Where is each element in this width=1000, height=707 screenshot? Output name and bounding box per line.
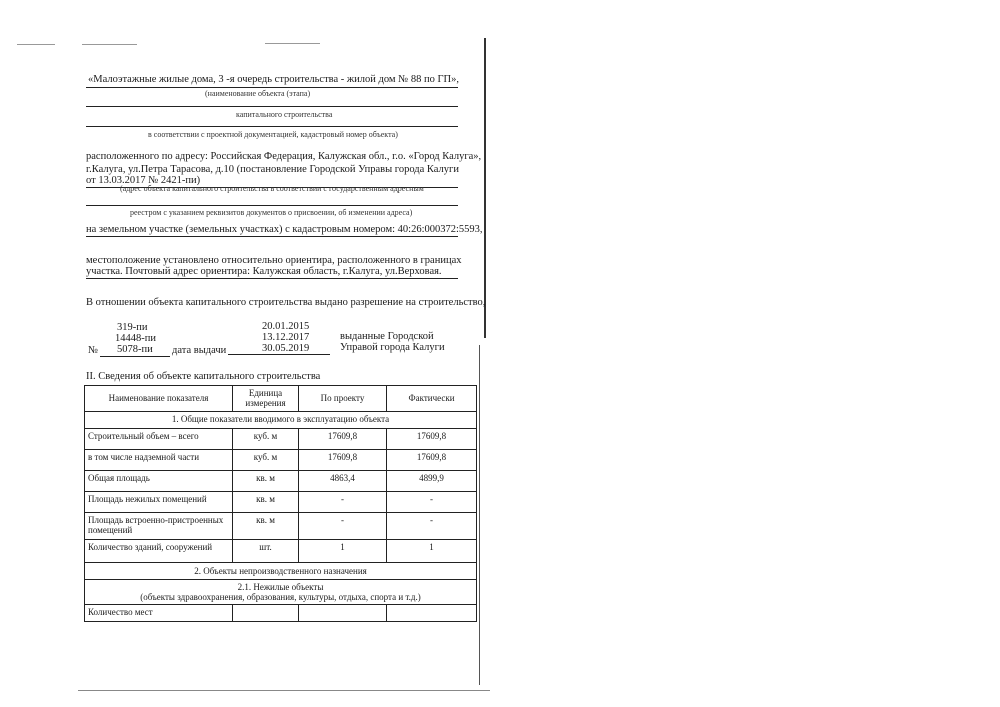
permit-date-label: дата выдачи (172, 345, 227, 356)
underline (228, 354, 330, 355)
header-plan: По проекту (299, 386, 387, 412)
permit-number-1: 319-пи (117, 322, 148, 333)
scan-artifact (82, 44, 137, 45)
row-name: в том числе надземной части (85, 449, 233, 470)
row-plan: 17609,8 (299, 428, 387, 449)
row-plan: 17609,8 (299, 449, 387, 470)
row-unit: кв. м (233, 512, 299, 539)
header-unit: Единица измерения (233, 386, 299, 412)
header-indicator: Наименование показателя (85, 386, 233, 412)
row-fact: - (387, 491, 477, 512)
section-title: II. Сведения об объекте капитального строительства (86, 371, 321, 382)
table-row (85, 539, 477, 562)
table-row (85, 470, 477, 491)
row-unit: шт. (233, 539, 299, 562)
scan-edge (479, 345, 480, 685)
row-plan: 1 (299, 539, 387, 562)
row-name: Строительный объем – всего (85, 428, 233, 449)
permit-number-3: 5078-пи (117, 344, 153, 355)
row-fact (387, 605, 477, 622)
row-plan: - (299, 491, 387, 512)
subgroup-row (85, 579, 477, 605)
underline (100, 356, 170, 357)
scan-artifact (17, 44, 55, 45)
indicators-table (84, 385, 477, 622)
group2-label: 2. Объекты непроизводственного назначения (85, 562, 477, 579)
table-row (85, 512, 477, 539)
caption-object: (наименование объекта (этапа) (205, 89, 311, 98)
underline (86, 87, 458, 88)
permit-date-3: 30.05.2019 (262, 343, 310, 354)
row-unit: куб. м (233, 449, 299, 470)
row-name: Площадь нежилых помещений (85, 491, 233, 512)
address-caption2: реестром с указанием реквизитов документов о присвоении, об изменении адреса) (130, 208, 413, 217)
permit-no-label: № (88, 345, 99, 356)
caption-project: в соответствии с проектной документацией, кадастровый номер объекта) (148, 130, 398, 139)
row-name: Общая площадь (85, 470, 233, 491)
underline (86, 278, 458, 279)
underline (86, 236, 458, 237)
row-plan (299, 605, 387, 622)
table-header-row (85, 386, 477, 412)
group1-label: 1. Общие показатели вводимого в эксплуатацию объекта (85, 411, 477, 428)
subgroup21 (85, 579, 477, 605)
row-name: Площадь встроенно-пристроенных помещений (85, 512, 233, 539)
row-unit (233, 605, 299, 622)
row-unit: кв. м (233, 470, 299, 491)
row-plan: - (299, 512, 387, 539)
address-caption1: (адрес объекта капитального строительства в соответствии с государственным адресным (120, 184, 424, 193)
caption-capital: капитального строительства (236, 110, 333, 119)
row-fact: 4899,9 (387, 470, 477, 491)
address-line1: расположенного по адресу: Российская Федерация, Калужская обл., г.о. «Город Калуга», (86, 151, 482, 162)
table-row (85, 491, 477, 512)
permit-number-2: 14448-пи (115, 333, 156, 344)
permit-issuer-2: Управой города Калуги (340, 342, 445, 353)
header-fact: Фактически (387, 386, 477, 412)
row-name: Количество мест (85, 605, 233, 622)
row-name: Количество зданий, сооружений (85, 539, 233, 562)
scan-bottom-edge (78, 690, 490, 691)
underline (86, 205, 458, 206)
row-unit: куб. м (233, 428, 299, 449)
scan-artifact (265, 43, 320, 44)
table-row (85, 428, 477, 449)
row-plan: 4863,4 (299, 470, 387, 491)
row-unit: кв. м (233, 491, 299, 512)
location-line2: участка. Почтовый адрес ориентира: Калужская область, г.Калуга, ул.Верховая. (86, 266, 442, 277)
row-fact: 17609,8 (387, 428, 477, 449)
row-fact: - (387, 512, 477, 539)
group-row (85, 562, 477, 579)
row-fact: 17609,8 (387, 449, 477, 470)
scan-edge (484, 38, 486, 338)
table-row (85, 605, 477, 622)
subgroup21-title: 2.1. Нежилые объекты (237, 581, 324, 592)
permit-issuer-1: выданные Городской (340, 331, 434, 342)
permit-intro: В отношении объекта капитального строительства выдано разрешение на строительство, (86, 297, 486, 308)
object-name: «Малоэтажные жилые дома, 3 -я очередь строительства - жилой дом № 88 по ГП», (88, 74, 459, 85)
underline (86, 106, 458, 107)
address-line3: от 13.03.2017 № 2421-пи) (86, 175, 201, 186)
underline (86, 126, 458, 127)
location-line1: местоположение установлено относительно ориентира, расположенного в границах (86, 255, 462, 266)
table-row (85, 449, 477, 470)
permit-date-2: 13.12.2017 (262, 332, 310, 343)
row-fact: 1 (387, 539, 477, 562)
permit-date-1: 20.01.2015 (262, 321, 310, 332)
subgroup21-desc: (объекты здравоохранения, образования, культуры, отдыха, спорта и т.д.) (140, 592, 421, 603)
group-row (85, 411, 477, 428)
land-plot: на земельном участке (земельных участках) с кадастровым номером: 40:26:000372:5593, (86, 224, 483, 235)
address-line2: г.Калуга, ул.Петра Тарасова, д.10 (постановление Городской Управы города Калуги (86, 164, 459, 175)
